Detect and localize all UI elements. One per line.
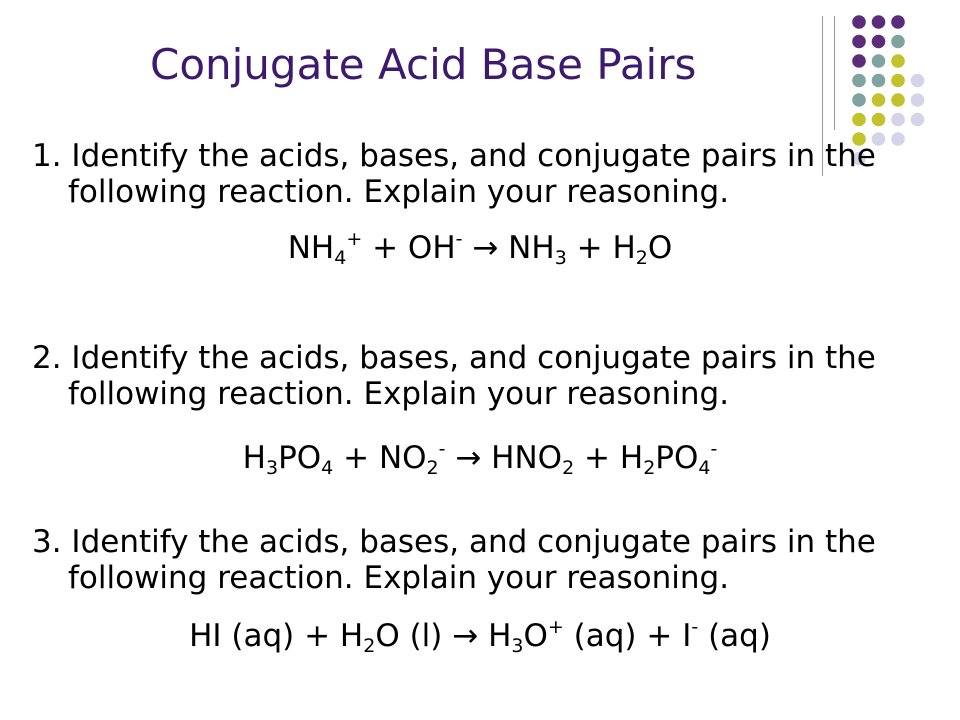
equation-subscript: 4: [698, 457, 711, 479]
equation-subscript: 2: [635, 247, 648, 269]
decor-dot: [872, 35, 886, 49]
decor-dot: [872, 74, 886, 88]
decor-dot: [911, 93, 925, 107]
equation-superscript: -: [438, 438, 446, 460]
equation-text: PO: [655, 440, 699, 476]
equation-subscript: 2: [363, 635, 376, 657]
equation-superscript: +: [346, 228, 363, 250]
question-text: 1. Identify the acids, bases, and conjugate pairs in the following reaction. Explain your reasoning.: [32, 138, 876, 210]
equation-text: O: [647, 230, 673, 266]
equation-superscript: -: [455, 228, 463, 250]
equation-subscript: 3: [554, 247, 567, 269]
equation-text: O (l) → H: [375, 618, 512, 654]
decor-dot: [891, 93, 905, 107]
equation-text: HI (aq) + H: [189, 618, 364, 654]
decor-dot: [852, 35, 866, 49]
decor-dot: [891, 113, 905, 127]
decor-dot: [872, 113, 886, 127]
question-text: 2. Identify the acids, bases, and conjugate pairs in the following reaction. Explain your reasoning.: [32, 340, 876, 412]
decor-dot: [911, 113, 925, 127]
equation-subscript: 3: [265, 457, 279, 479]
equation-superscript: +: [547, 616, 564, 638]
decor-dot: [872, 93, 886, 107]
equation-text: + NO: [333, 440, 427, 476]
slide-title: Conjugate Acid Base Pairs: [150, 40, 697, 89]
equation-text: PO: [278, 440, 322, 476]
decor-dot: [852, 113, 866, 127]
vertical-rule-short: [834, 16, 835, 130]
equation-superscript: -: [691, 616, 699, 638]
question-text: 3. Identify the acids, bases, and conjugate pairs in the following reaction. Explain your reasoning.: [32, 524, 876, 596]
question-2: [32, 340, 912, 412]
equation-text: → HNO: [445, 440, 563, 476]
equation-1: [0, 228, 960, 269]
equation-text: + OH: [362, 230, 456, 266]
equation-superscript: -: [710, 438, 718, 460]
question-1: [32, 138, 912, 210]
decor-dot: [852, 93, 866, 107]
decor-dot: [852, 54, 866, 68]
decor-dot: [852, 74, 866, 88]
decor-dot: [891, 35, 905, 49]
equation-2: [0, 438, 960, 479]
equation-text: NH: [287, 230, 335, 266]
equation-subscript: 3: [511, 635, 524, 657]
equation-text: + H: [574, 440, 644, 476]
equation-subscript: 2: [643, 457, 656, 479]
equation-subscript: 4: [321, 457, 334, 479]
equation-text: O: [523, 618, 548, 654]
equation-subscript: 2: [426, 457, 439, 479]
equation-text: (aq): [698, 618, 771, 654]
decor-dot: [891, 15, 905, 29]
equation-text: → NH: [462, 230, 555, 266]
question-3: [32, 524, 912, 596]
decor-dot: [872, 15, 886, 29]
decor-dot: [911, 74, 925, 88]
decor-dot: [872, 54, 886, 68]
decor-dot: [891, 54, 905, 68]
equation-3: [0, 616, 960, 657]
equation-subscript: 2: [562, 457, 575, 479]
equation-subscript: 4: [334, 247, 347, 269]
equation-text: H: [242, 440, 266, 476]
decor-dot: [891, 74, 905, 88]
equation-text: + H: [566, 230, 636, 266]
decor-dot: [852, 15, 866, 29]
equation-text: (aq) + I: [563, 618, 692, 654]
